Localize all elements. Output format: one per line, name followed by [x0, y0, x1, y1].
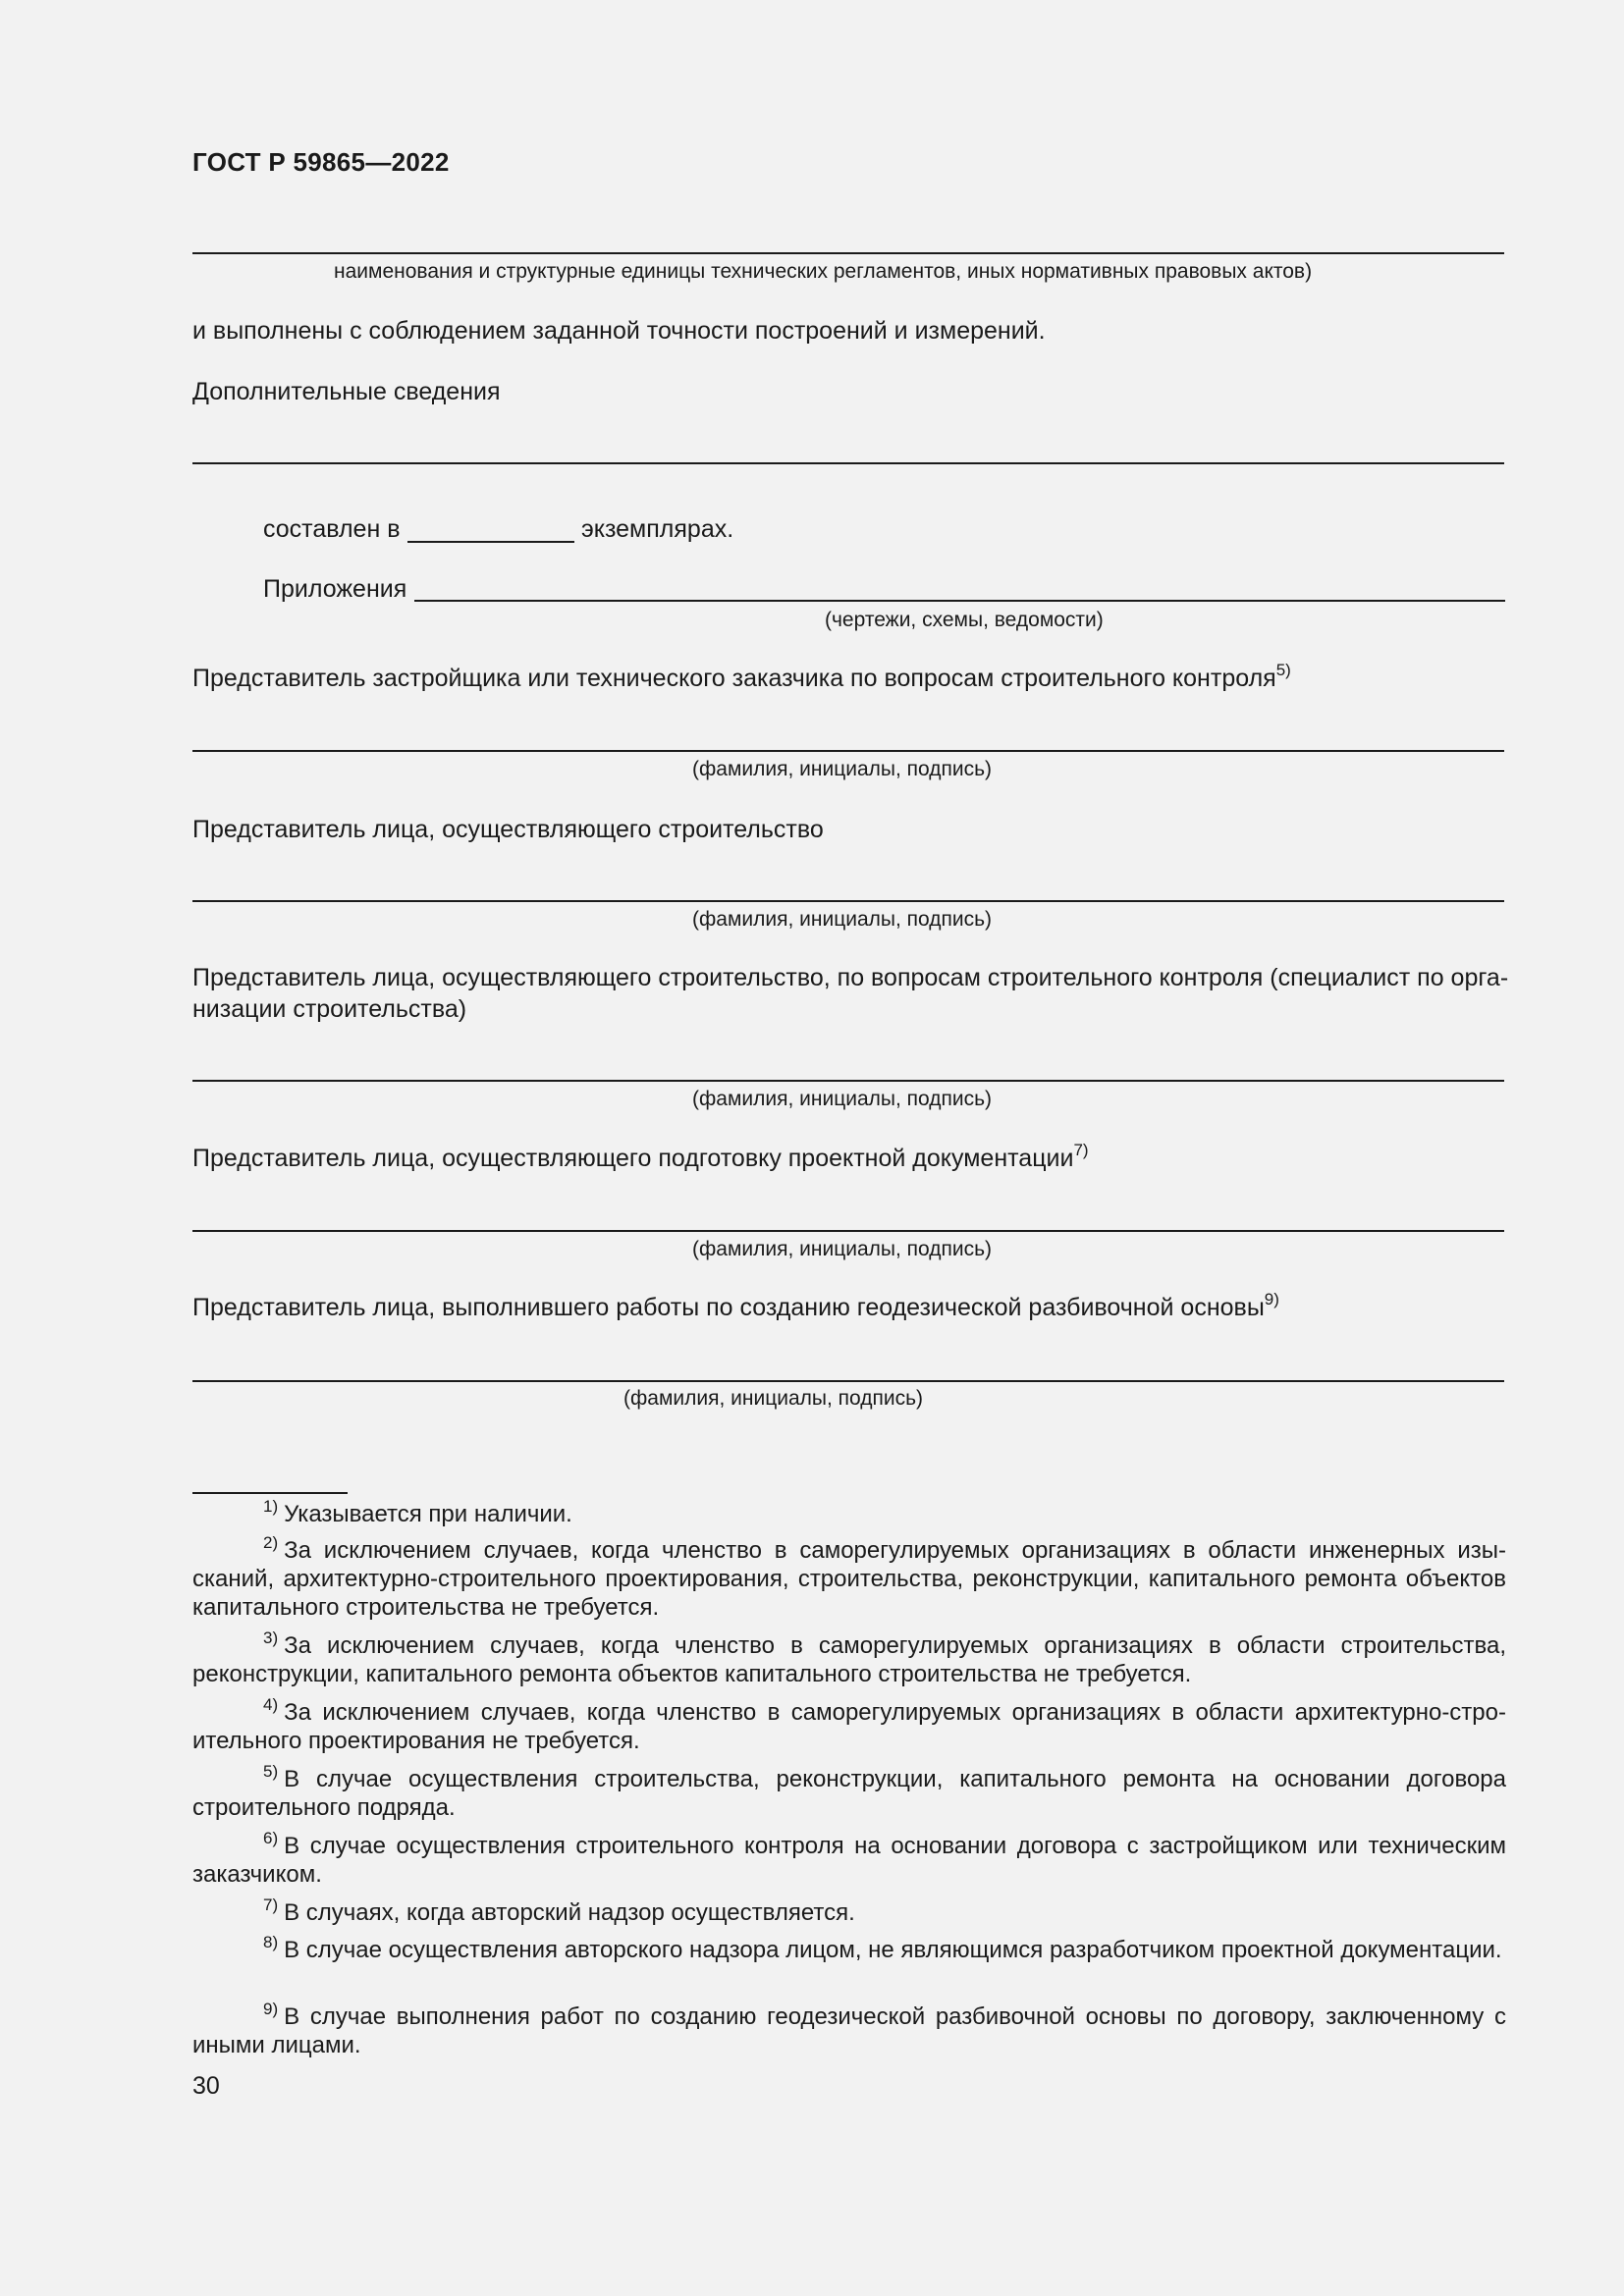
attachments-label: Приложения	[263, 575, 407, 603]
attachments-line	[414, 600, 1505, 602]
signature-caption-2: (фамилия, инициалы, подпись)	[692, 908, 993, 931]
footnote-3: $^{3)}$ За исключением случаев, когда членство в саморегулируемых организациях в области строительства, реконструкции, капитального ремонта объектов капитального строительства не требуется.	[192, 1629, 1506, 1687]
representative-3-label-line1: Представитель лица, осуществляющего строительство, по вопросам строительного контроля (специалист по орга-	[192, 964, 1509, 991]
footnote-ref-5: 5)	[1275, 660, 1291, 679]
signature-caption-4: (фамилия, инициалы, подпись)	[692, 1238, 993, 1260]
footnote-5: $^{5)}$ В случае осуществления строительства, реконструкции, капитального ремонта на основании договора строительного подряда.	[192, 1762, 1506, 1821]
footnote-ref-7: 7)	[1073, 1140, 1089, 1159]
footnotes-separator	[192, 1492, 348, 1494]
footnote-2: $^{2)}$ За исключением случаев, когда членство в саморегулируемых организациях в области инженерных изысканий, архитектурно-строительного проектирования, строительства, реконструкции, капитального ремонта объектов капитального строительства не требуется.	[192, 1533, 1506, 1621]
attachments-caption: (чертежи, схемы, ведомости)	[825, 609, 1104, 631]
compliance-text: и выполнены с соблюдением заданной точности построений и измерений.	[192, 317, 1046, 345]
field-line-top	[192, 252, 1504, 254]
footnote-6: $^{6)}$ В случае осуществления строительного контроля на основании договора с застройщиком или техническим заказчиком.	[192, 1829, 1506, 1888]
additional-info-line	[192, 462, 1504, 464]
copies-suffix: экземплярах.	[581, 515, 734, 543]
signature-line-5	[192, 1380, 1504, 1382]
representative-5-label: Представитель лица, выполнившего работы по созданию геодезической разбивочной основы$^{9)}$	[192, 1289, 1279, 1321]
footnote-7: $^{7)}$ В случаях, когда авторский надзор осуществляется.	[263, 1896, 855, 1926]
signature-line-4	[192, 1230, 1504, 1232]
footnote-8: $^{8)}$ В случае осуществления авторского надзора лицом, не являющимся разработчиком проектной документации.	[263, 1933, 1502, 1963]
signature-caption-3: (фамилия, инициалы, подпись)	[692, 1088, 993, 1110]
footnote-4: $^{4)}$ За исключением случаев, когда членство в саморегулируемых организациях в области архитектурно-строительного проектирования не требуется.	[192, 1695, 1506, 1754]
signature-line-3	[192, 1080, 1504, 1082]
signature-caption-5: (фамилия, инициалы, подпись)	[623, 1387, 924, 1410]
footnote-ref-9: 9)	[1264, 1289, 1279, 1308]
additional-info-label: Дополнительные сведения	[192, 378, 501, 405]
signature-line-2	[192, 900, 1504, 902]
representative-1-label: Представитель застройщика или технического заказчика по вопросам строительного контроля$^{5)}$	[192, 660, 1291, 692]
footnote-9: $^{9)}$ В случае выполнения работ по созданию геодезической разбивочной основы по договору, заключенному с иными лицами.	[192, 2000, 1506, 2058]
document-code: ГОСТ Р 59865—2022	[192, 147, 450, 177]
copies-prefix: составлен в	[263, 515, 401, 543]
copies-count-line	[407, 541, 574, 543]
representative-3-label-line2: низации строительства)	[192, 995, 467, 1023]
signature-line-1	[192, 750, 1504, 752]
footnote-1: $^{1)}$ Указывается при наличии.	[263, 1497, 572, 1527]
representative-2-label: Представитель лица, осуществляющего строительство	[192, 816, 824, 843]
representative-4-label: Представитель лица, осуществляющего подготовку проектной документации$^{7)}$	[192, 1140, 1089, 1172]
page-number: 30	[192, 2072, 220, 2100]
signature-caption-1: (фамилия, инициалы, подпись)	[692, 758, 993, 780]
top-field-caption: наименования и структурные единицы технических регламентов, иных нормативных правовых актов)	[334, 260, 1313, 283]
